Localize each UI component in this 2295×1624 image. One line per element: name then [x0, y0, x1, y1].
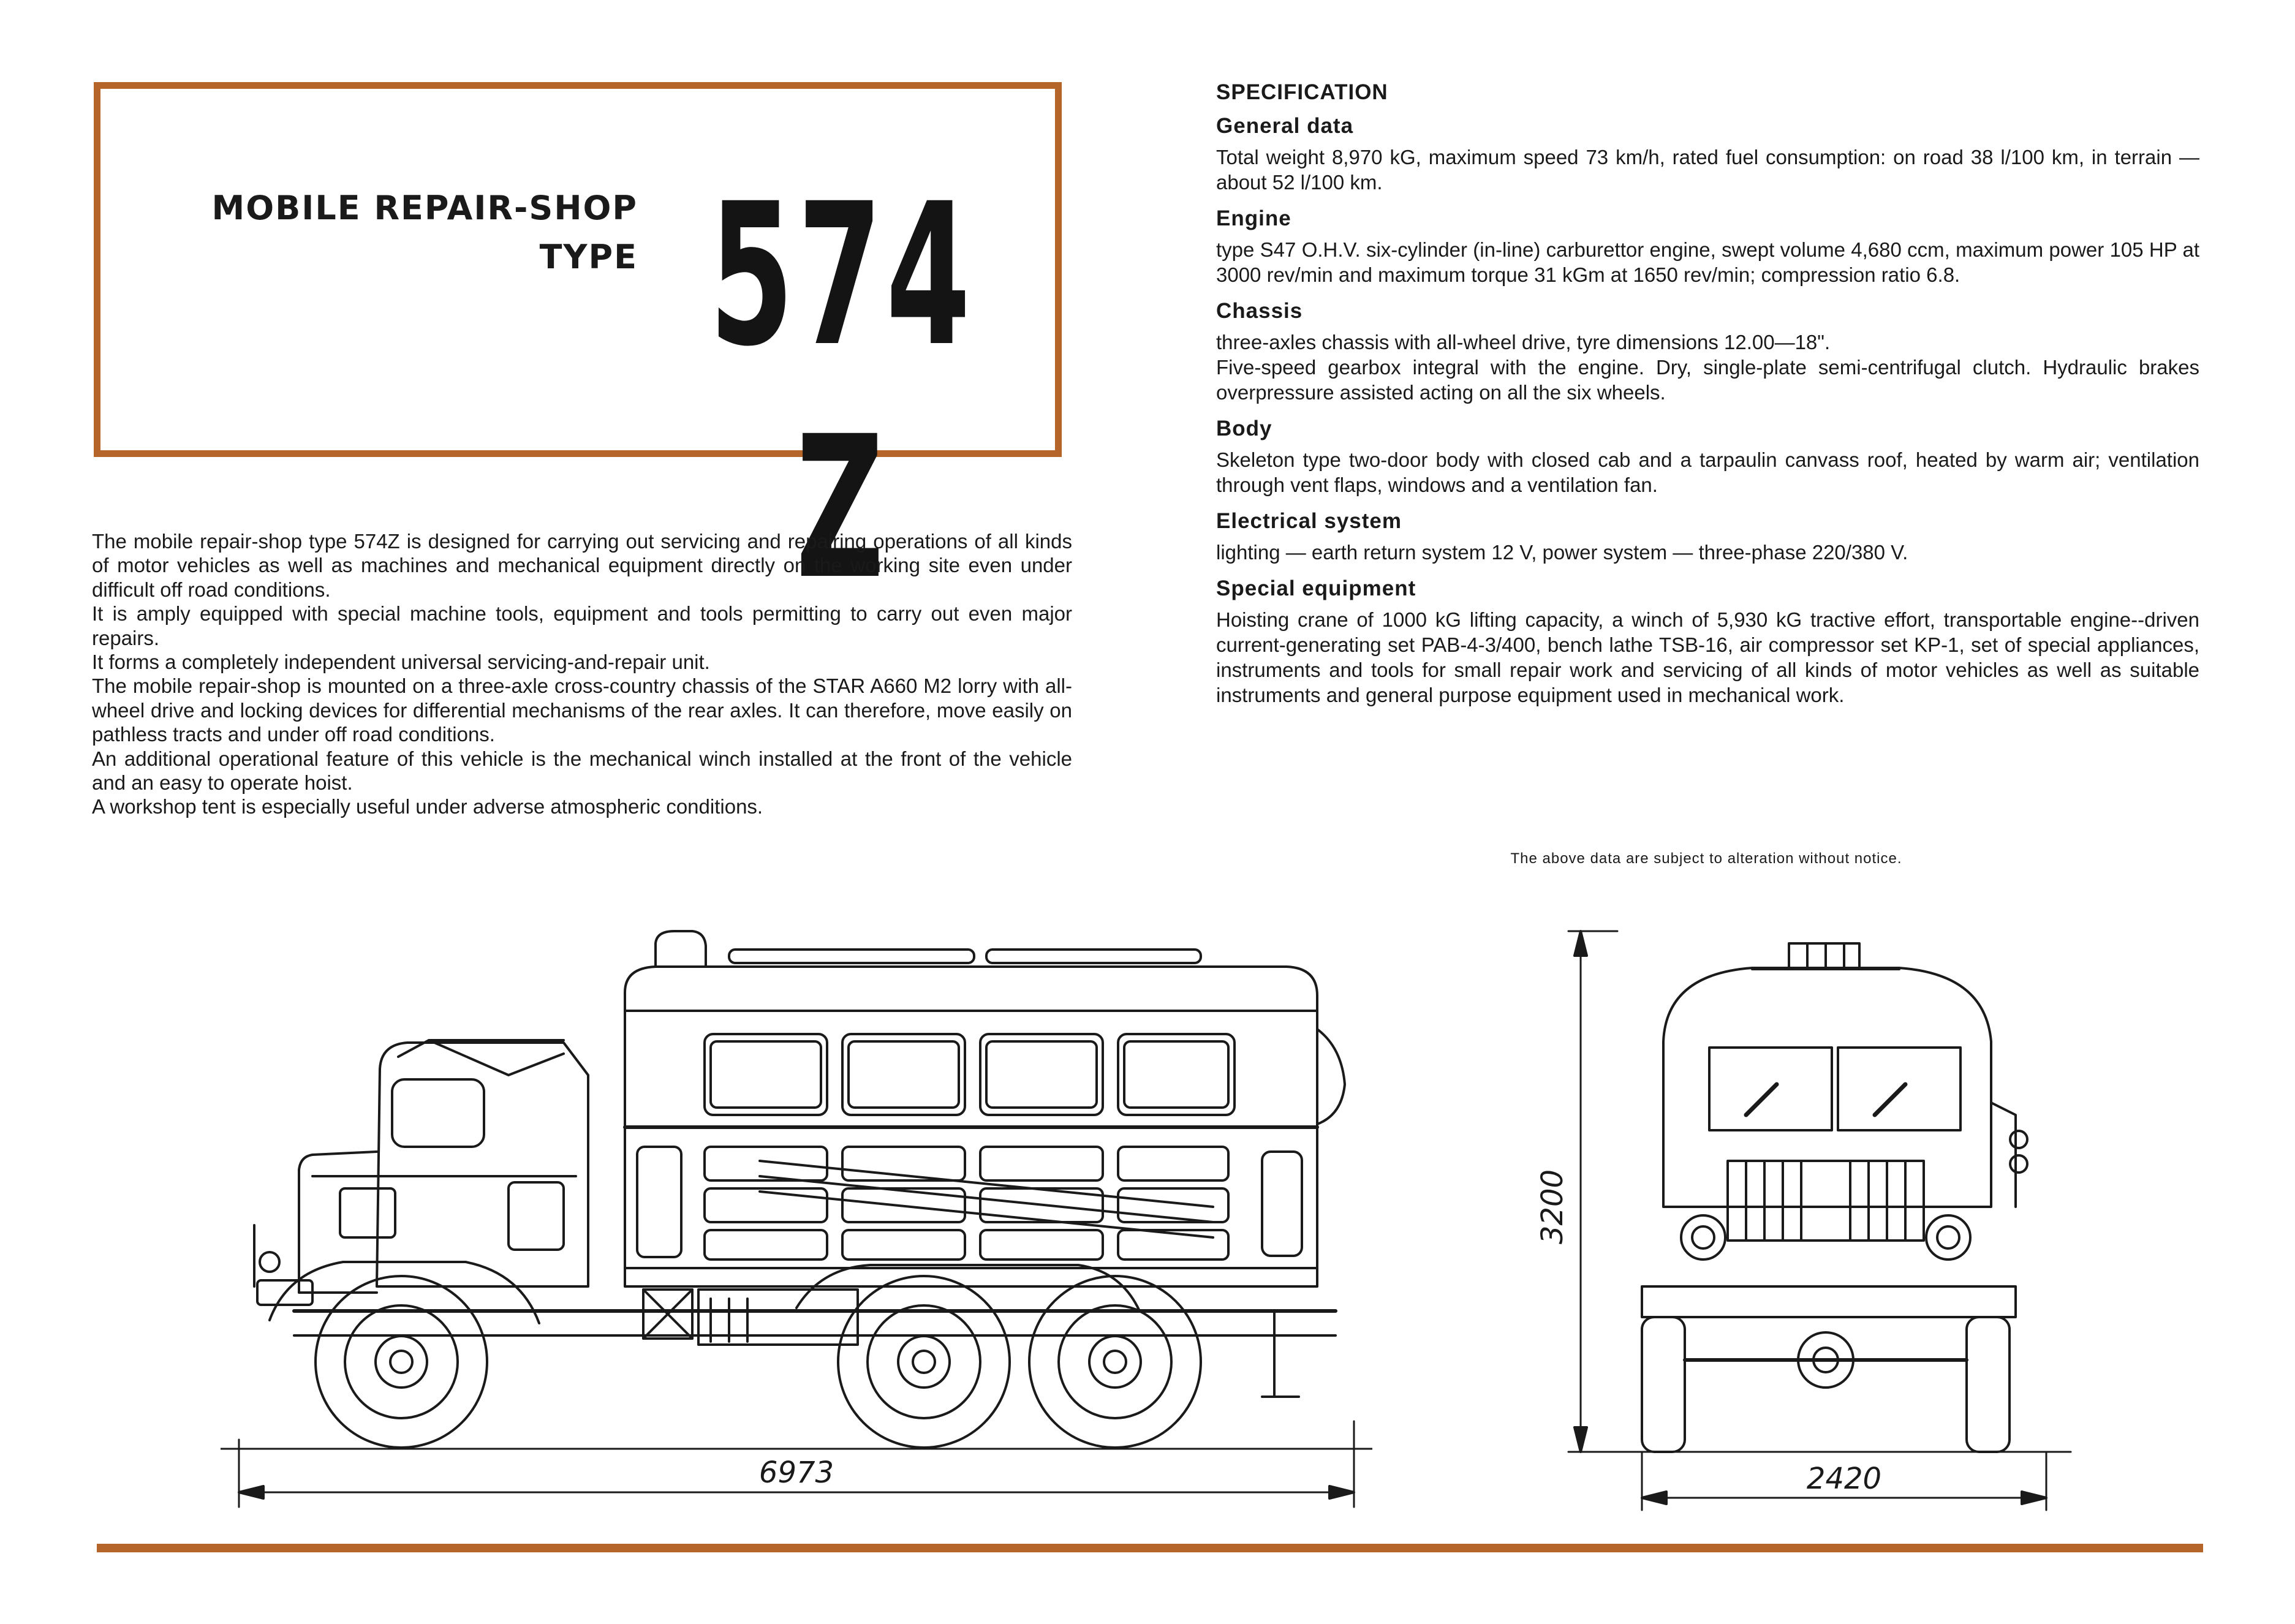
spec-chassis — [1216, 298, 2199, 405]
spec-body — [1216, 416, 2199, 497]
spec-heading: SPECIFICATION — [1216, 80, 1388, 104]
bottom-rule — [97, 1544, 2203, 1552]
spec-special — [1216, 576, 2199, 708]
width-dimension: 2420 — [1806, 1462, 1882, 1496]
spec-chassis-text-1: three-axles chassis with all-wheel drive, tyre dimensions 12.00—18". — [1216, 331, 1831, 353]
spec-general-text: Total weight 8,970 kG, maximum speed 73 km/h, rated fuel consumption: on road 38 l/100 km, in terrain — about 52 l/100 km. — [1216, 146, 2199, 194]
intro-paragraph: The mobile repair-shop is mounted on a three-axle cross-country chassis of the STAR A660 M2 lorry with all-wheel drive and locking devices for differential mechanisms of the rear axles. It can therefore, move easily on pathless tracts and under off road conditions. — [92, 674, 1072, 746]
spec-engine-text: type S47 O.H.V. six-cylinder (in-line) carburettor engine, swept volume 4,680 ccm, maximum power 105 HP at 3000 rev/min and maximum torque 31 kGm at 1650 rev/min; compression ratio 6.8. — [1216, 238, 2199, 286]
title-line-1: MOBILE REPAIR-SHOP — [211, 189, 638, 227]
front-view-svg — [1519, 919, 2132, 1513]
spec-electrical-title: Electrical system — [1216, 509, 1402, 533]
alteration-notice: The above data are subject to alteration without notice. — [1510, 850, 1902, 867]
intro-text — [92, 529, 1072, 819]
spec-special-title: Special equipment — [1216, 576, 1416, 600]
spec-engine — [1216, 206, 2199, 287]
title-line-2: TYPE — [539, 238, 638, 276]
height-dimension: 3200 — [1535, 1169, 1570, 1245]
side-view-drawing — [221, 919, 1372, 1513]
intro-paragraph: It is amply equipped with special machine tools, equipment and tools permitting to carry out even major repairs. — [92, 602, 1072, 649]
spec-body-title: Body — [1216, 417, 1272, 440]
intro-paragraph: A workshop tent is especially useful under adverse atmospheric conditions. — [92, 795, 763, 818]
side-view-svg — [221, 919, 1372, 1513]
model-number: 574 Z — [709, 162, 975, 622]
specification — [1216, 80, 2199, 719]
intro-paragraph: It forms a completely independent universal servicing-and-repair unit. — [92, 651, 710, 674]
title-label — [159, 184, 638, 282]
spec-general — [1216, 113, 2199, 195]
spec-chassis-text — [1216, 330, 2199, 405]
spec-electrical-text: lighting — earth return system 12 V, power system — three-phase 220/380 V. — [1216, 541, 1908, 564]
spec-engine-title: Engine — [1216, 206, 1291, 230]
spec-chassis-title: Chassis — [1216, 299, 1303, 323]
spec-body-text: Skeleton type two-door body with closed cab and a tarpaulin canvass roof, heated by warm air; ventilation through vent flaps, windows and a ventilation fan. — [1216, 448, 2199, 496]
intro-paragraph: An additional operational feature of this vehicle is the mechanical winch installed at the front of the vehicle and an easy to operate hoist. — [92, 747, 1072, 795]
length-dimension: 6973 — [758, 1456, 834, 1490]
front-view-drawing — [1519, 919, 2132, 1513]
spec-chassis-text-2: Five-speed gearbox integral with the engine. Dry, single-plate semi-centrifugal clutch. Hydraulic brakes overpressure assisted acting on all the six wheels. — [1216, 356, 2199, 404]
spec-electrical — [1216, 508, 2199, 565]
spec-special-text: Hoisting crane of 1000 kG lifting capacity, a winch of 5,930 kG tractive effort, transportable engine--driven current-generating set PAB-4-3/400, bench lathe TSB-16, air compressor set KP-1, set of special appliances, instruments and tools for small repair work and servicing of all kinds of motor vehicles as well as suitable instruments and general purpose equipment used in mechanical work. — [1216, 608, 2199, 706]
spec-general-title: General data — [1216, 114, 1354, 138]
intro-paragraph: The mobile repair-shop type 574Z is designed for carrying out servicing and repairing operations of all kinds of motor vehicles as well as machines and mechanical equipment directly on the working site even under difficult off road conditions. — [92, 530, 1072, 601]
